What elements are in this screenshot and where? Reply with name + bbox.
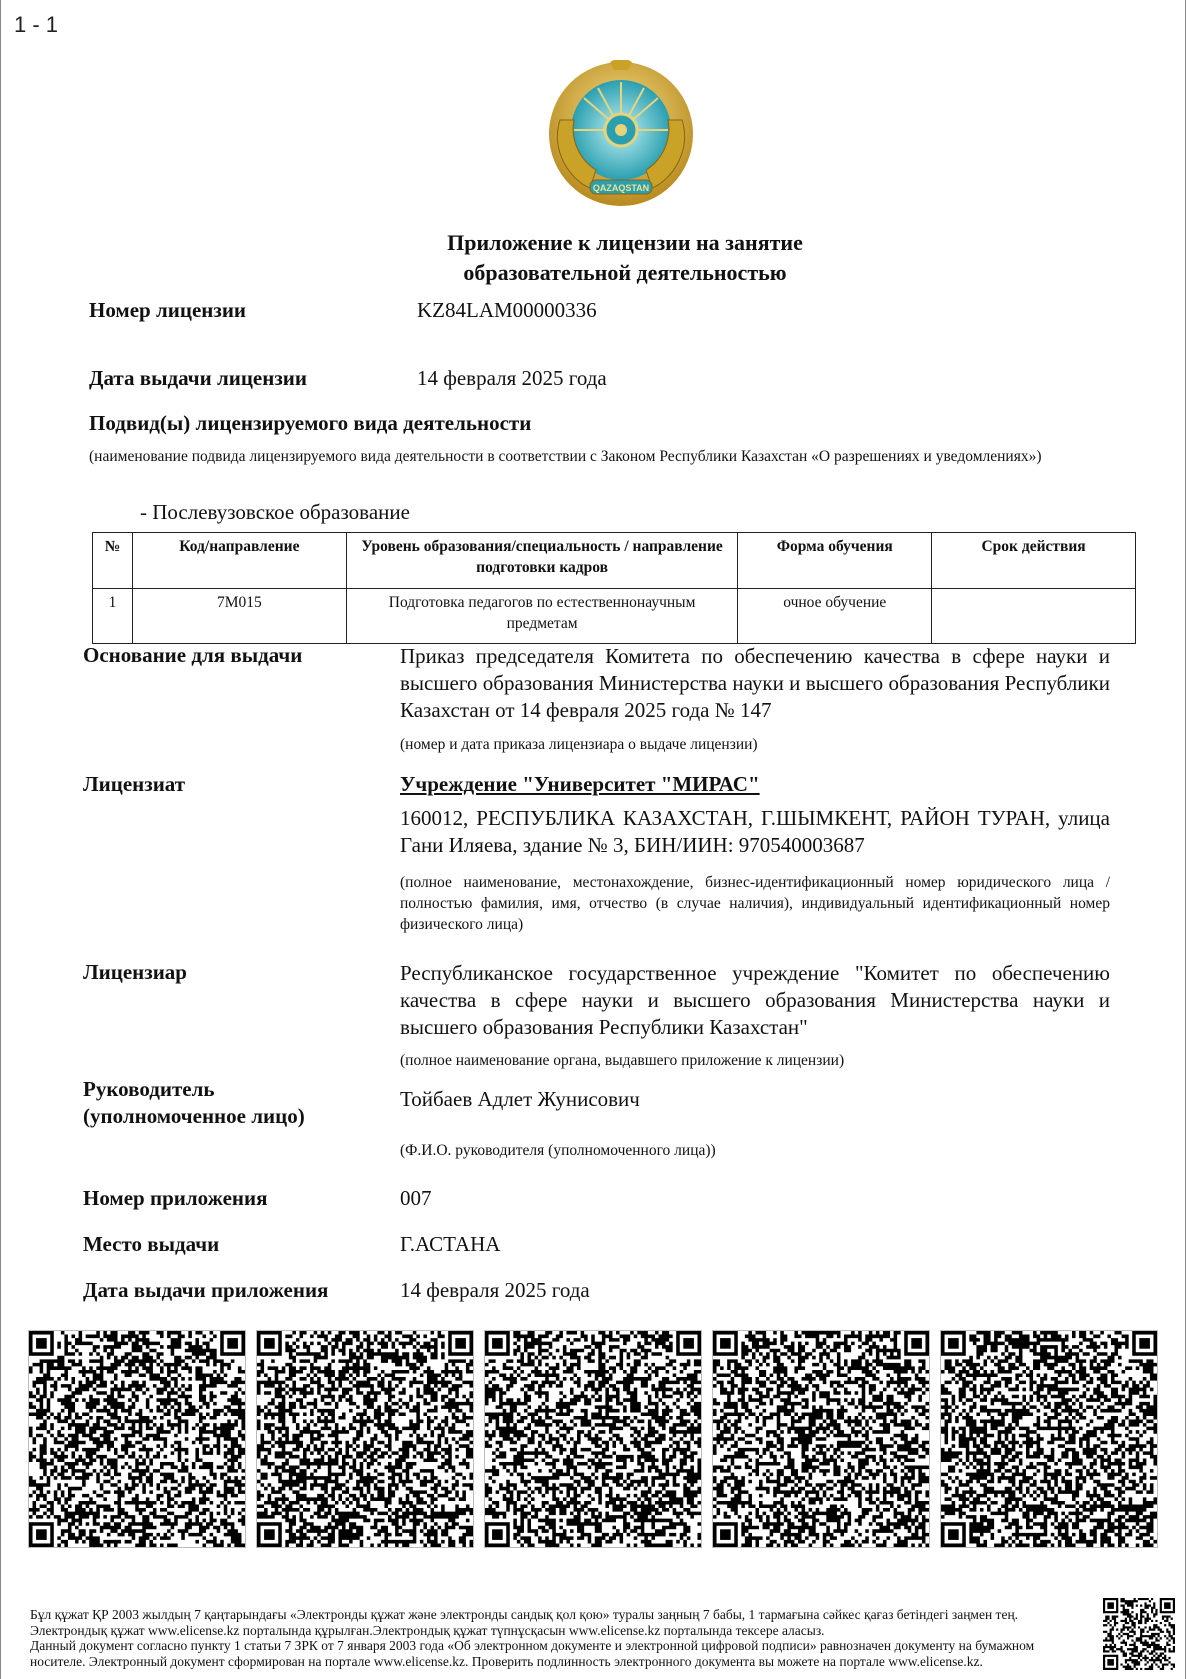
cell-specialty: Подготовка педагогов по естественнонаучным предметам — [346, 589, 738, 644]
cell-validity — [932, 589, 1136, 644]
header-number: № — [93, 533, 133, 589]
footer-ru-line2: носителе. Электронный документ сформирован на портале www.elicense.kz. Проверить подлинность электронного документа вы можете на портале www.elicense.kz. — [30, 1653, 983, 1669]
page-border-right — [1185, 0, 1186, 1679]
page-border-left — [0, 0, 1, 1679]
footer-legal-notice — [30, 1607, 1090, 1669]
subtype-note: (наименование подвида лицензируемого вида деятельности в соответствии с Законом Республики Казахстан «О разрешениях и уведомлениях») — [89, 448, 1042, 465]
licensee-name: Учреждение "Университет "МИРАС" — [400, 772, 760, 796]
document-title — [300, 228, 950, 288]
issue-place-label: Место выдачи — [83, 1232, 220, 1256]
footer-kz-line2: Электрондық құжат www.elicense.kz порталында құрылған.Электрондық құжат түпнұсқасын www.elicense.kz порталында тексере аласыз. — [30, 1622, 825, 1638]
cell-number: 1 — [93, 589, 133, 644]
qr-code-icon — [940, 1330, 1158, 1548]
appendix-date-value: 14 февраля 2025 года — [400, 1278, 590, 1302]
head-label-line2: (уполномоченное лицо) — [83, 1104, 305, 1128]
footer-ru-line1: Данный документ согласно пункту 1 статьи 7 ЗРК от 7 января 2003 года «Об электронном документе и электронной цифровой подписи» равнозначен документу на бумажном — [30, 1638, 1035, 1653]
table-row — [93, 589, 1136, 644]
footer-kz-line1: Бұл құжат ҚР 2003 жылдың 7 қаңтарындағы «Электронды құжат және электронды сандық қол қою» туралы заңның 7 бабы, 1 тармағына сәйкес қағаз бетіндегі заңмен тең. — [30, 1607, 1019, 1622]
appendix-date-label: Дата выдачи приложения — [83, 1278, 329, 1302]
basis-label: Основание для выдачи — [83, 643, 303, 667]
license-number-value: KZ84LAM00000336 — [417, 298, 597, 322]
cell-code: 7M015 — [132, 589, 346, 644]
svg-text:QAZAQSTAN: QAZAQSTAN — [592, 183, 650, 193]
head-label — [83, 1076, 305, 1130]
license-date-label: Дата выдачи лицензии — [89, 366, 307, 390]
document-title-line2: образовательной деятельностью — [463, 260, 787, 285]
licensor-label: Лицензиар — [83, 960, 187, 984]
cell-study-form: очное обучение — [738, 589, 932, 644]
document-title-line1: Приложение к лицензии на занятие — [447, 230, 803, 255]
header-validity: Срок действия — [932, 533, 1136, 589]
head-label-line1: Руководитель — [83, 1077, 215, 1101]
head-value: Тойбаев Адлет Жунисович — [400, 1087, 640, 1111]
licensor-note: (полное наименование органа, выдавшего приложение к лицензии) — [400, 1052, 845, 1069]
header-specialty: Уровень образования/специальность / направление подготовки кадров — [346, 533, 738, 589]
activity-table — [92, 532, 1136, 644]
licensee-address: 160012, РЕСПУБЛИКА КАЗАХСТАН, Г.ШЫМКЕНТ, РАЙОН ТУРАН, улица Гани Иляева, здание № 3, БИН/ИИН: 970540003687 — [400, 806, 1110, 857]
subtype-value: - Послевузовское образование — [140, 500, 410, 524]
appendix-number-value: 007 — [400, 1186, 432, 1210]
license-number-label: Номер лицензии — [89, 298, 247, 322]
qr-code-icon — [712, 1330, 930, 1548]
qr-code-icon — [256, 1330, 474, 1548]
qr-code-icon — [484, 1330, 702, 1548]
basis-note: (номер и дата приказа лицензиара о выдаче лицензии) — [400, 736, 758, 753]
head-note: (Ф.И.О. руководителя (уполномоченного лица)) — [400, 1142, 716, 1159]
licensor-value: Республиканское государственное учреждение "Комитет по обеспечению качества в сфере науки и высшего образования Министерства науки и высшего образования Республики Казахстан" — [400, 961, 1110, 1039]
qr-code-icon — [28, 1330, 246, 1548]
appendix-number-label: Номер приложения — [83, 1186, 268, 1210]
header-study-form: Форма обучения — [738, 533, 932, 589]
license-date-value: 14 февраля 2025 года — [417, 366, 607, 390]
licensee-note: (полное наименование, местонахождение, бизнес-идентификационный номер юридического лица / полностью фамилия, имя, отчество (в случае наличия), индивидуальный идентификационный номер физического лица) — [400, 874, 1110, 933]
licensee-label: Лицензиат — [83, 772, 186, 796]
issue-place-value: Г.АСТАНА — [400, 1232, 501, 1256]
table-header-row — [93, 533, 1136, 589]
subtype-label: Подвид(ы) лицензируемого вида деятельности — [89, 411, 532, 435]
header-code: Код/направление — [132, 533, 346, 589]
page-number: 1 - 1 — [14, 12, 59, 37]
qr-code-icon — [1103, 1598, 1175, 1670]
basis-value: Приказ председателя Комитета по обеспечению качества в сфере науки и высшего образования Министерства науки и высшего образования Республики Казахстан от 14 февраля 2025 года № 147 — [400, 644, 1110, 722]
kazakhstan-emblem-icon — [540, 60, 702, 210]
